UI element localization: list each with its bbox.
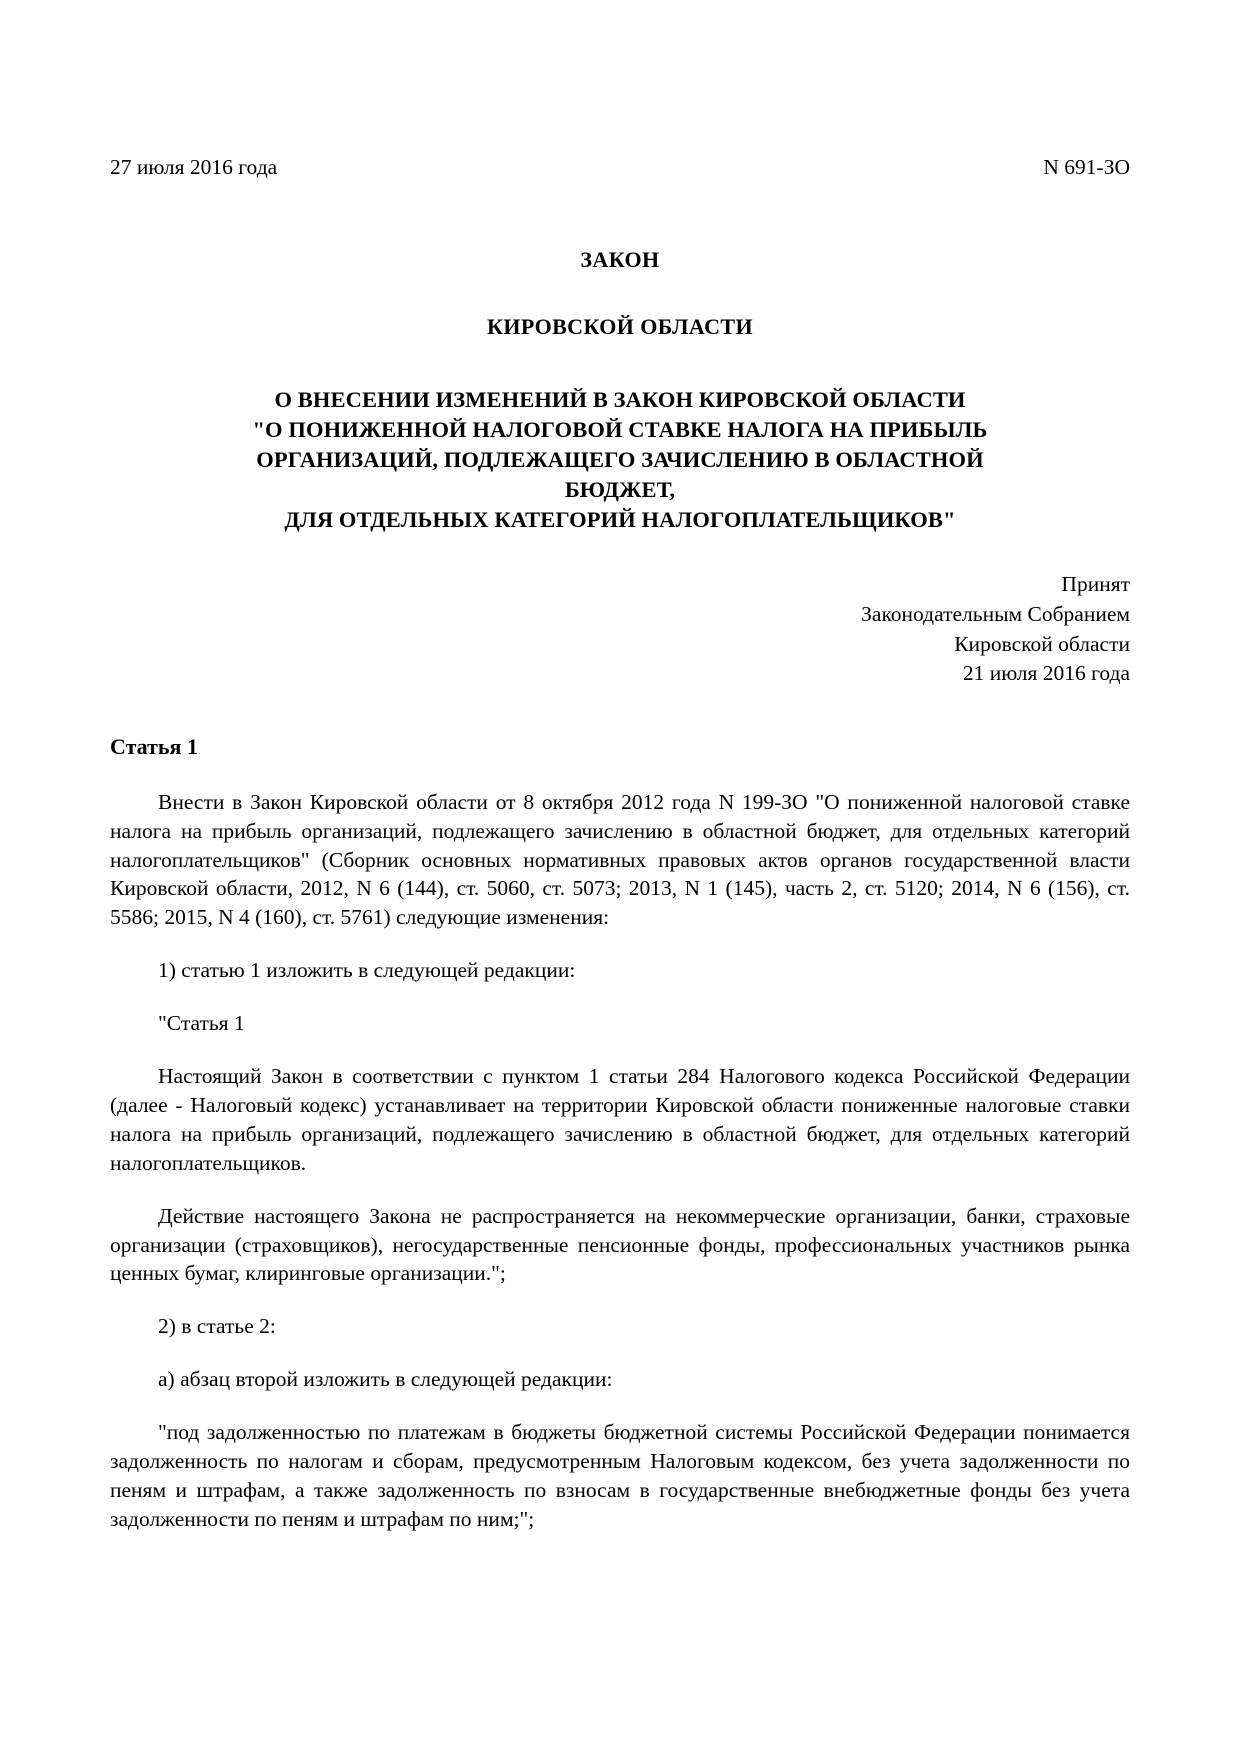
title-line: О ВНЕСЕНИИ ИЗМЕНЕНИЙ В ЗАКОН КИРОВСКОЙ ОБЛАСТИ	[274, 386, 966, 412]
adoption-line: Кировской области	[954, 631, 1130, 656]
title-block	[110, 245, 1130, 535]
document-kind: ЗАКОН	[580, 246, 660, 272]
body-paragraph: Внести в Закон Кировской области от 8 октября 2012 года N 199-ЗО "О пониженной налоговой ставке налога на прибыль организаций, подлежащего зачислению в областной бюджет, для отдельных категорий налогоплательщиков" (Сборник основных нормативных правовых актов органов государственной власти Кировской области, 2012, N 6 (144), ст. 5060, ст. 5073; 2013, N 1 (145), часть 2, ст. 5120; 2014, N 6 (156), ст. 5586; 2015, N 4 (160), ст. 5761) следующие изменения:	[110, 789, 1130, 930]
body-paragraph: 1) статью 1 изложить в следующей редакции:	[158, 958, 576, 983]
body-paragraph: 2) в статье 2:	[158, 1314, 276, 1339]
body-paragraph: "Статья 1	[158, 1011, 245, 1036]
body-paragraph: "под задолженностью по платежам в бюджеты бюджетной системы Российской Федерации понимается задолженность по налогам и сборам, предусмотренным Налоговым кодексом, без учета задолженности по пеням и штрафам, а также задолженность по взносам в государственные внебюджетные фонды без учета задолженности по пеням и штрафам по ним;";	[110, 1420, 1130, 1531]
title-line: ДЛЯ ОТДЕЛЬНЫХ КАТЕГОРИЙ НАЛОГОПЛАТЕЛЬЩИКОВ"	[284, 506, 956, 532]
title-line: ОРГАНИЗАЦИЙ, ПОДЛЕЖАЩЕГО ЗАЧИСЛЕНИЮ В ОБЛАСТНОЙ	[256, 446, 984, 472]
document-date: 27 июля 2016 года	[110, 155, 278, 179]
adoption-line: 21 июля 2016 года	[962, 661, 1130, 686]
adoption-line: Принят	[1061, 572, 1130, 597]
document-header	[110, 155, 1130, 181]
body-paragraph: Настоящий Закон в соответствии с пунктом 1 статьи 284 Налогового кодекса Российской Федерации (далее - Налоговый кодекс) устанавливает на территории Кировской области пониженные налоговые ставки налога на прибыль организаций, подлежащего зачислению в областной бюджет, для отдельных категорий налогоплательщиков.	[110, 1064, 1130, 1175]
article-heading: Статья 1	[110, 734, 198, 760]
title-line: БЮДЖЕТ,	[564, 476, 676, 502]
body-paragraph: Действие настоящего Закона не распространяется на некоммерческие организации, банки, страховые организации (страховщиков), негосударственные пенсионные фонды, профессиональных участников рынка ценных бумаг, клиринговые организации.";	[110, 1203, 1130, 1286]
document-region: КИРОВСКОЙ ОБЛАСТИ	[487, 313, 753, 339]
body-paragraph: а) абзац второй изложить в следующей редакции:	[158, 1367, 613, 1392]
adoption-block	[110, 570, 1130, 689]
document-number: N 691-ЗО	[1043, 155, 1130, 179]
document-title	[110, 385, 1130, 535]
adoption-line: Законодательным Собранием	[861, 602, 1130, 627]
title-line: "О ПОНИЖЕННОЙ НАЛОГОВОЙ СТАВКЕ НАЛОГА НА ПРИБЫЛЬ	[252, 416, 988, 442]
